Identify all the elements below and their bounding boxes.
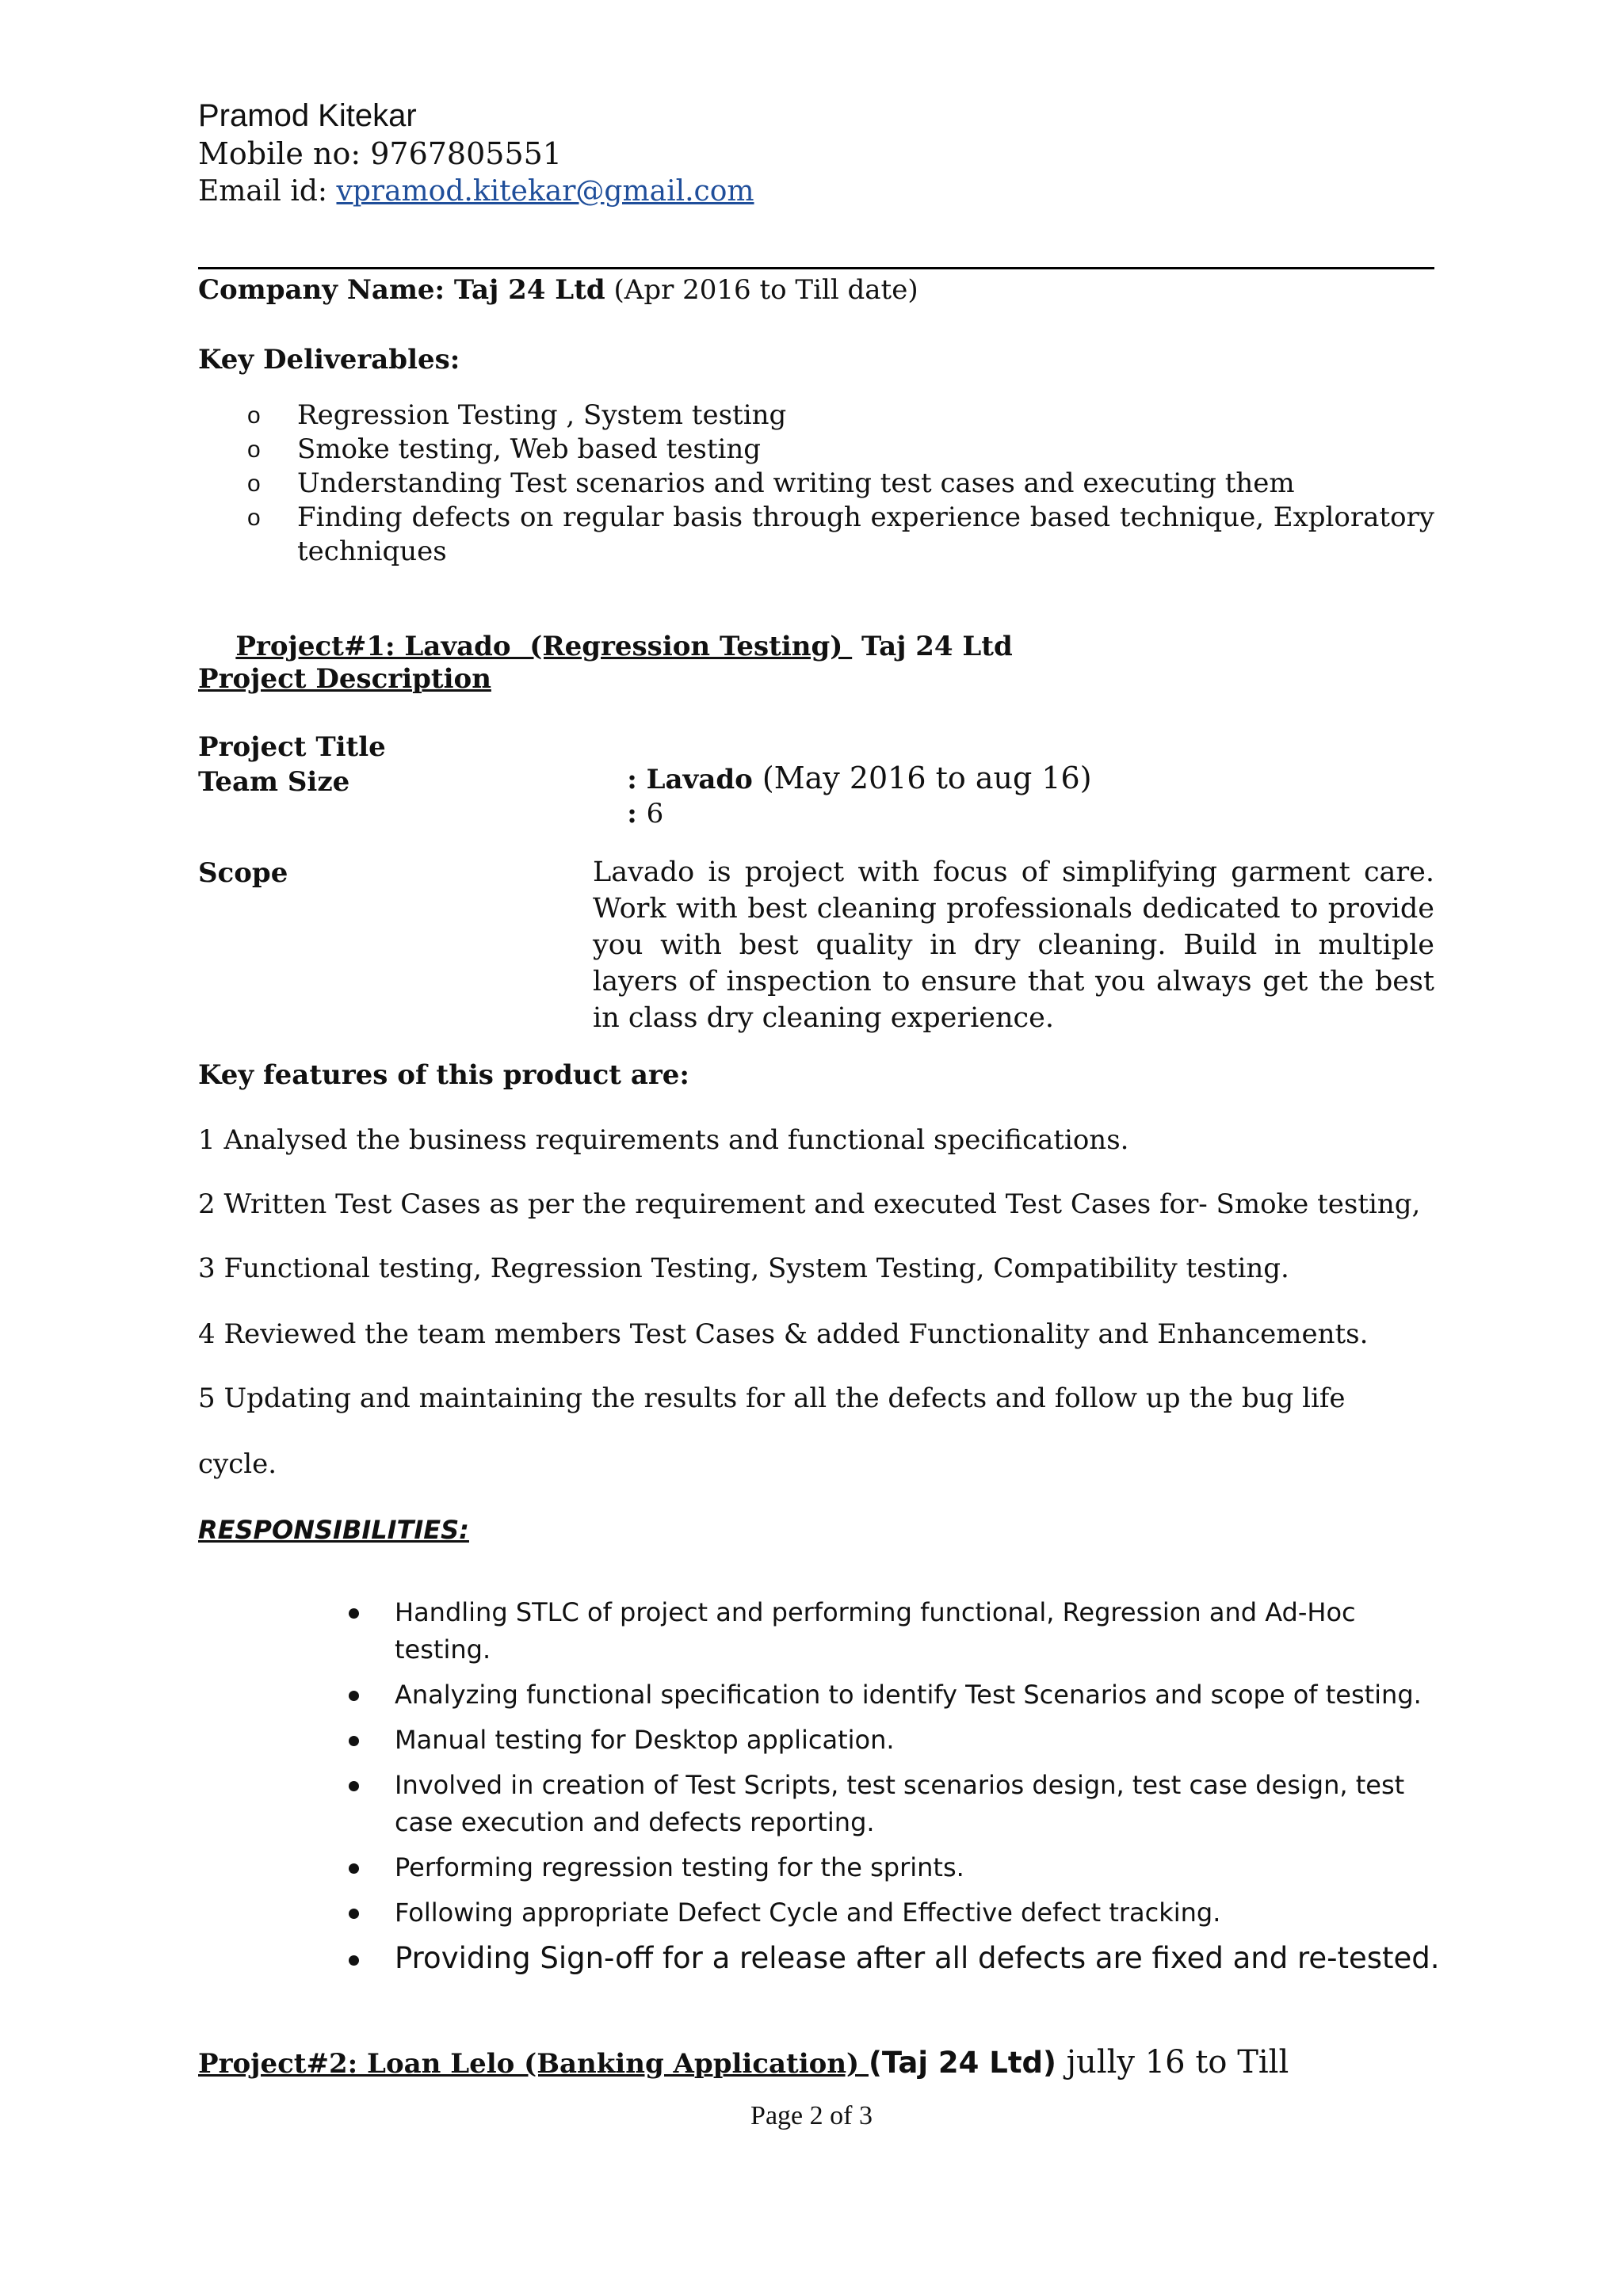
- project2-heading: [198, 2044, 1289, 2081]
- page-number: Page 2 of 3: [750, 2101, 873, 2130]
- key-deliverables-list: [198, 399, 1434, 569]
- company-period: (Apr 2016 to Till date): [605, 274, 918, 306]
- key-deliverables-heading: Key Deliverables:: [198, 344, 460, 376]
- project1-company: Taj 24 Ltd: [852, 631, 1013, 662]
- header-divider: [198, 267, 1434, 269]
- project-title-value: : Lavado (May 2016 to aug 16): [627, 761, 1092, 795]
- project2-company: (Taj 24 Ltd): [868, 2046, 1056, 2080]
- list-item: Handling STLC of project and performing functional, Regression and Ad-Hoc testing.: [341, 1594, 1450, 1669]
- list-item: Analyzing functional specification to identify Test Scenarios and scope of testing.: [341, 1676, 1450, 1714]
- feature-item: 1 Analysed the business requirements and functional specifications.: [198, 1124, 1129, 1156]
- feature-item: 4 Reviewed the team members Test Cases & added Functionality and Enhancements.: [198, 1318, 1369, 1350]
- bullet-icon: [349, 1781, 359, 1791]
- team-size-label: Team Size: [198, 766, 350, 798]
- company-name: Company Name: Taj 24 Ltd: [198, 274, 605, 306]
- bullet-icon: [349, 1909, 359, 1919]
- key-features-heading: Key features of this product are:: [198, 1059, 689, 1091]
- hollow-bullet-icon: o: [247, 402, 261, 429]
- bullet-icon: [349, 1955, 359, 1966]
- feature-item: 5 Updating and maintaining the results for all the defects and follow up the bug life: [198, 1383, 1346, 1414]
- list-item: o Smoke testing, Web based testing: [247, 433, 762, 465]
- hollow-bullet-icon: o: [247, 437, 261, 463]
- project2-period: jully 16 to Till: [1056, 2044, 1289, 2081]
- team-size-value: : 6: [627, 798, 664, 830]
- feature-item: cycle.: [198, 1448, 277, 1480]
- bullet-icon: [349, 1608, 359, 1619]
- hollow-bullet-icon: o: [247, 471, 261, 497]
- list-item: Manual testing for Desktop application.: [341, 1722, 1450, 1759]
- hollow-bullet-icon: o: [247, 505, 261, 531]
- project-description-heading: Project Description: [198, 663, 491, 695]
- mobile-number: Mobile no: 9767805551: [198, 136, 562, 171]
- bullet-icon: [349, 1863, 359, 1874]
- project1-title: Project#1: Lavado (Regression Testing): [235, 631, 853, 662]
- bullet-icon: [349, 1691, 359, 1701]
- list-item: Providing Sign-off for a release after all defects are fixed and re-tested.: [341, 1939, 1450, 1977]
- list-item: Performing regression testing for the sprints.: [341, 1849, 1450, 1886]
- list-item: Following appropriate Defect Cycle and Effective defect tracking.: [341, 1894, 1450, 1932]
- scope-label: Scope: [198, 857, 288, 889]
- project-title-label: Project Title: [198, 731, 386, 763]
- project2-title: Project#2: Loan Lelo (Banking Application): [198, 2048, 869, 2080]
- candidate-name: Pramod Kitekar: [198, 98, 417, 133]
- list-item: o Finding defects on regular basis through experience based technique, Exploratory techniques: [247, 502, 1434, 567]
- bullet-icon: [349, 1736, 359, 1746]
- list-item: o Regression Testing , System testing: [247, 399, 787, 431]
- email-label: Email id:: [198, 175, 337, 208]
- responsibilities-list: [341, 1594, 1450, 1985]
- responsibilities-heading: RESPONSIBILITIES:: [198, 1515, 469, 1545]
- scope-text: Lavado is project with focus of simplifying garment care. Work with best cleaning professionals dedicated to provide you with best quality in dry cleaning. Build in multiple layers of inspection to ensure that you always get the best in class dry cleaning experience.: [593, 856, 1434, 1034]
- feature-item: 2 Written Test Cases as per the requirement and executed Test Cases for- Smoke testing,: [198, 1188, 1421, 1220]
- email-link[interactable]: vpramod.kitekar@gmail.com: [336, 175, 754, 208]
- list-item: o Understanding Test scenarios and writing test cases and executing them: [247, 467, 1295, 499]
- company-line: [198, 274, 918, 306]
- list-item: Involved in creation of Test Scripts, test scenarios design, test case design, test case execution and defects reporting.: [341, 1767, 1450, 1841]
- feature-item: 3 Functional testing, Regression Testing, System Testing, Compatibility testing.: [198, 1253, 1289, 1284]
- email-line: [198, 175, 754, 208]
